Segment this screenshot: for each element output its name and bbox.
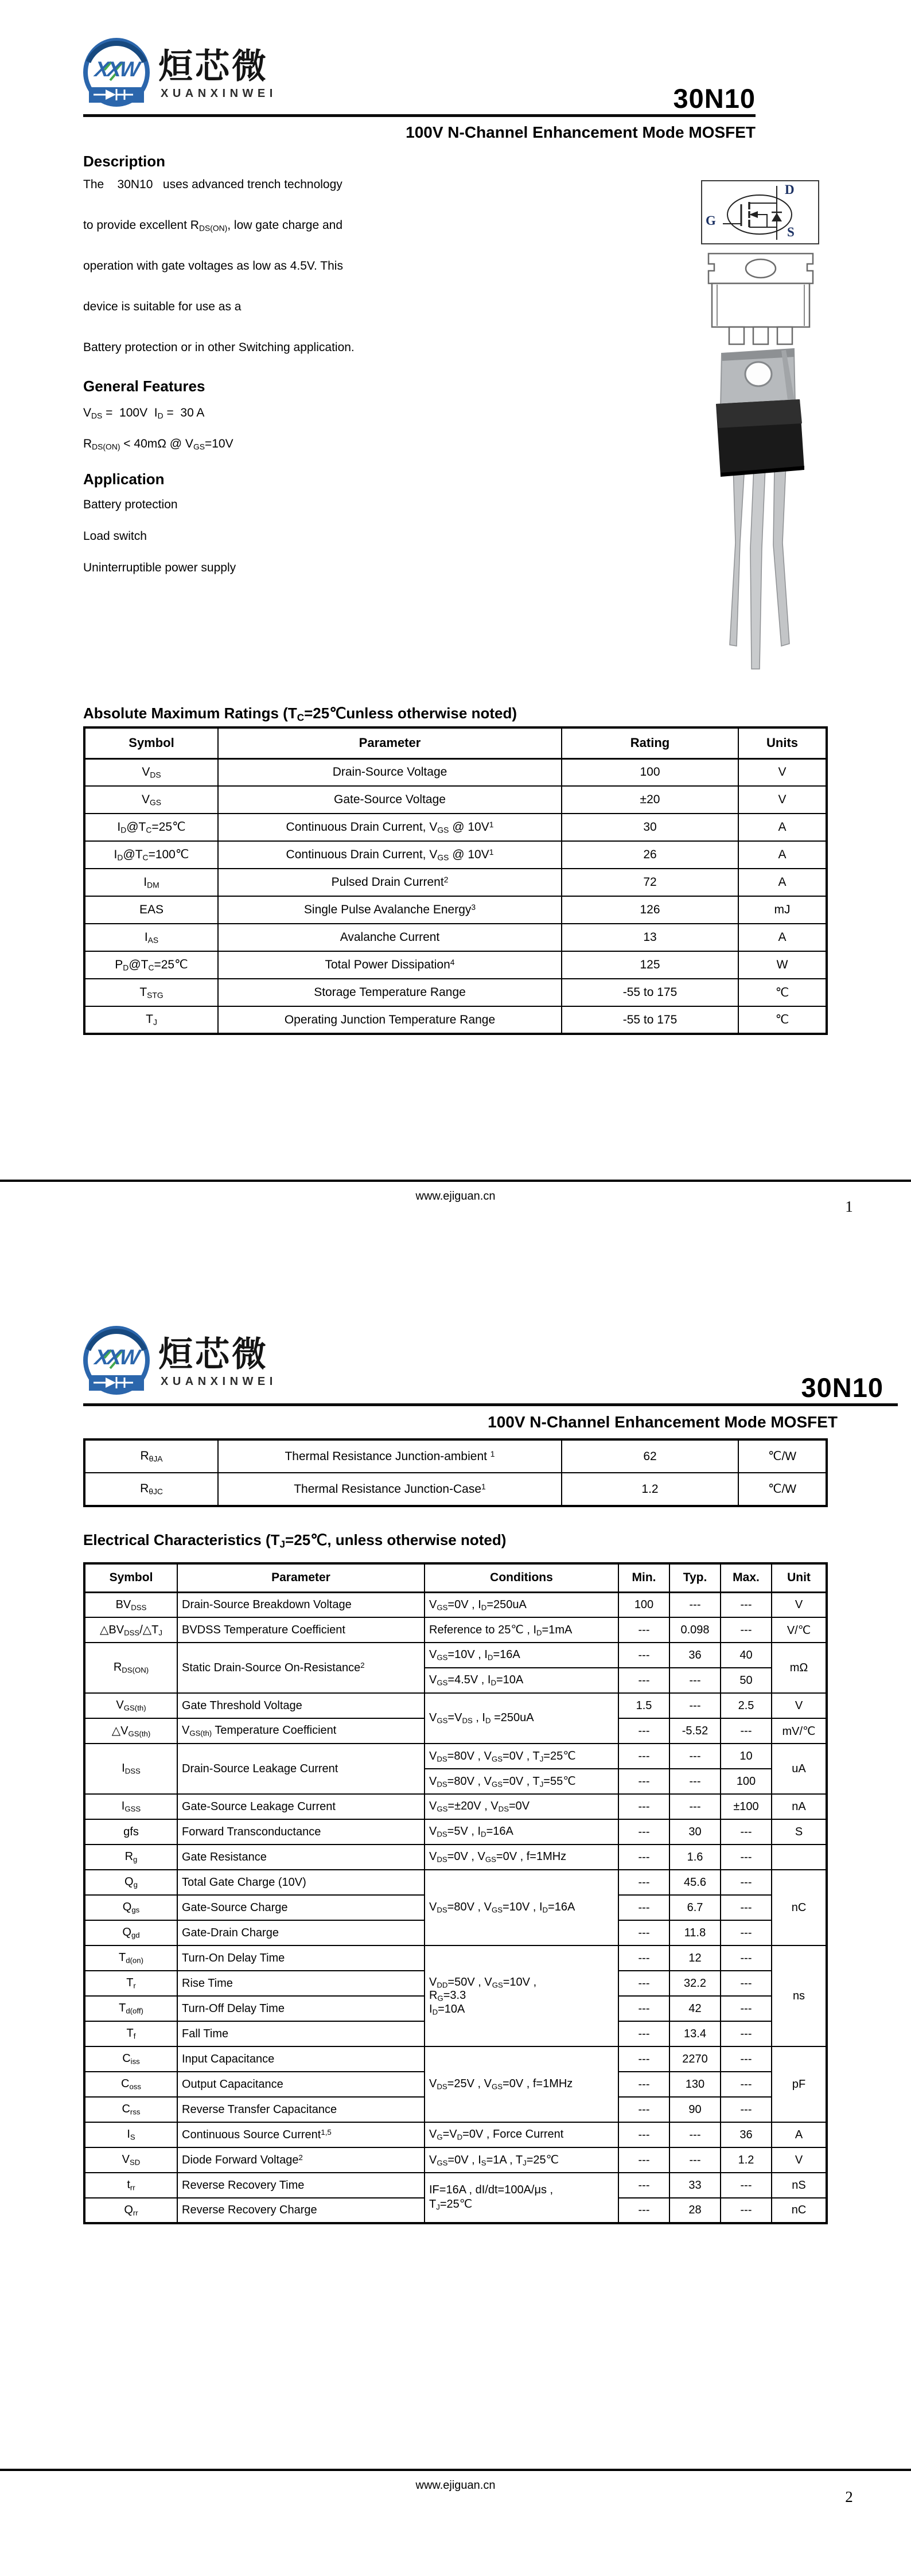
- table-cell: 125: [562, 951, 738, 979]
- table-cell: 1.2: [562, 1473, 738, 1506]
- table-cell: ---: [669, 2147, 721, 2173]
- table-cell: Thermal Resistance Junction-Case$^1$: [218, 1473, 562, 1506]
- table-cell: Thermal Resistance Junction-ambient $^1$: [218, 1439, 562, 1473]
- electrical-characteristics-table: [83, 1562, 828, 2224]
- table-cell: ℃: [738, 1006, 827, 1034]
- brand-monogram: XXW: [94, 57, 139, 81]
- table-cell: Total Gate Charge (10V): [177, 1870, 425, 1895]
- table-cell: $C_{rss}$: [84, 2097, 177, 2122]
- table-cell: 2270: [669, 2046, 721, 2072]
- table-cell: mΩ: [772, 1643, 827, 1693]
- table-row: [84, 1006, 827, 1034]
- table-cell: $I_S$: [84, 2122, 177, 2147]
- package-photo-drawing: [707, 348, 810, 685]
- table-cell: 90: [669, 2097, 721, 2122]
- table-cell: [772, 1845, 827, 1870]
- table-cell: Gate-Source Voltage: [218, 786, 562, 814]
- table-cell: Total Power Dissipation$^4$: [218, 951, 562, 979]
- table-cell: ℃/W: [738, 1439, 827, 1473]
- header-rule: [83, 1403, 898, 1406]
- table-cell: 2.5: [721, 1693, 772, 1718]
- section-heading-application: Application: [83, 470, 165, 488]
- table-row: [84, 1473, 827, 1506]
- document-subtitle: 100V N-Channel Enhancement Mode MOSFET: [406, 123, 756, 141]
- column-header: Symbol: [84, 727, 218, 758]
- table-row: [84, 2046, 827, 2072]
- table-cell: W: [738, 951, 827, 979]
- footer-url: www.ejiguan.cn: [415, 2479, 496, 2492]
- table-cell: $V_{DS}$: [84, 758, 218, 786]
- table-row: [84, 1945, 827, 1971]
- thermal-resistance-table: [83, 1438, 828, 1507]
- page-number: 2: [845, 2488, 853, 2505]
- table-cell: 30: [562, 814, 738, 841]
- table-cell: IF=16A , dI/dt=100A/μs , $T_J=25℃$: [425, 2173, 618, 2223]
- table-cell: EAS: [84, 896, 218, 924]
- table-cell: $R_{\theta JA}$: [84, 1439, 218, 1473]
- package-outline-figure: [704, 251, 817, 348]
- table-cell: $T_{d(off)}$: [84, 1996, 177, 2021]
- table-cell: 62: [562, 1439, 738, 1473]
- table-cell: gfs: [84, 1819, 177, 1845]
- part-number: 30N10: [673, 83, 756, 114]
- table-row: [84, 1439, 827, 1473]
- table-cell: ---: [721, 1845, 772, 1870]
- table-cell: ---: [721, 1819, 772, 1845]
- absolute-maximum-ratings-table: [83, 726, 828, 1035]
- table-cell: ---: [618, 1668, 669, 1693]
- table-cell: $V_{GS}=\pm 20V$ , $V_{DS}=0V$: [425, 1794, 618, 1819]
- table-cell: Turn-Off Delay Time: [177, 1996, 425, 2021]
- table-cell: $V_G=V_D=0V$ , Force Current: [425, 2122, 618, 2147]
- table-cell: Gate Resistance: [177, 1845, 425, 1870]
- table-cell: V: [772, 2147, 827, 2173]
- table-row: [84, 1643, 827, 1668]
- table-cell: Forward Transconductance: [177, 1819, 425, 1845]
- table-cell: V: [738, 758, 827, 786]
- table-cell: V: [772, 1592, 827, 1617]
- table-cell: 100: [562, 758, 738, 786]
- table-cell: ---: [618, 2072, 669, 2097]
- table-cell: $V_{DS}=0V$ , $V_{GS}=0V$ , f=1MHz: [425, 1845, 618, 1870]
- table-cell: Turn-On Delay Time: [177, 1945, 425, 1971]
- text-line: Load switch: [83, 530, 147, 543]
- table-row: [84, 841, 827, 869]
- table-cell: ---: [669, 1769, 721, 1794]
- table-cell: $C_{oss}$: [84, 2072, 177, 2097]
- table-cell: ---: [618, 1945, 669, 1971]
- table-cell: Reverse Transfer Capacitance: [177, 2097, 425, 2122]
- table-row: [84, 2147, 827, 2173]
- table-cell: 1.6: [669, 1845, 721, 1870]
- table-cell: ---: [618, 1996, 669, 2021]
- table-row: [84, 2173, 827, 2198]
- table-cell: Rise Time: [177, 1971, 425, 1996]
- gate-label: G: [706, 213, 716, 228]
- table-cell: 30: [669, 1819, 721, 1845]
- table-cell: 1.2: [721, 2147, 772, 2173]
- table-cell: 72: [562, 869, 738, 896]
- brand-name-chinese: 烜芯微: [158, 1334, 268, 1375]
- table-cell: ---: [721, 1945, 772, 1971]
- table-cell: ±20: [562, 786, 738, 814]
- brand-name-chinese: 烜芯微: [158, 46, 268, 87]
- text-line: $V_{DS} = 100V$ $I_D = 30$ A: [83, 406, 205, 421]
- table-cell: $t_{rr}$: [84, 2173, 177, 2198]
- table-cell: $Q_{rr}$: [84, 2198, 177, 2223]
- table-cell: Gate-Source Leakage Current: [177, 1794, 425, 1819]
- section-heading-general-features: General Features: [83, 378, 205, 395]
- table-row: [84, 1819, 827, 1845]
- footer-rule: [0, 1180, 911, 1182]
- footer-url: www.ejiguan.cn: [415, 1190, 496, 1203]
- table-cell: ---: [721, 1870, 772, 1895]
- table-cell: 11.8: [669, 1920, 721, 1945]
- table-cell: Reverse Recovery Time: [177, 2173, 425, 2198]
- table-header-row: [84, 727, 827, 758]
- table-cell: $T_{STG}$: [84, 979, 218, 1006]
- table-cell: ---: [721, 2173, 772, 2198]
- table-cell: 130: [669, 2072, 721, 2097]
- table-cell: ---: [721, 2072, 772, 2097]
- table-cell: $V_{DS}=5V$ , $I_D=16A$: [425, 1819, 618, 1845]
- table-row: [84, 896, 827, 924]
- table-cell: Gate-Source Charge: [177, 1895, 425, 1920]
- table-cell: 126: [562, 896, 738, 924]
- table-cell: ---: [618, 1920, 669, 1945]
- footer-rule: [0, 2469, 911, 2471]
- table-row: [84, 2122, 827, 2147]
- table-cell: $R_{\theta JC}$: [84, 1473, 218, 1506]
- table-row: [84, 1617, 827, 1643]
- table-cell: $V_{DS}=80V$ , $V_{GS}=0V$ , $T_J=25℃$: [425, 1744, 618, 1769]
- table-cell: $Q_{gd}$: [84, 1920, 177, 1945]
- table-cell: ℃: [738, 979, 827, 1006]
- table-cell: ---: [618, 1718, 669, 1744]
- brand-monogram: XXW: [94, 1345, 139, 1369]
- table-cell: BVDSS Temperature Coefficient: [177, 1617, 425, 1643]
- table-cell: A: [738, 869, 827, 896]
- table-cell: ---: [721, 1592, 772, 1617]
- document-subtitle: 100V N-Channel Enhancement Mode MOSFET: [488, 1413, 838, 1431]
- table-cell: $I_{DM}$: [84, 869, 218, 896]
- column-header: Conditions: [425, 1563, 618, 1592]
- table-cell: $T_J$: [84, 1006, 218, 1034]
- table-cell: Gate-Drain Charge: [177, 1920, 425, 1945]
- table-cell: ns: [772, 1945, 827, 2046]
- table-cell: A: [738, 841, 827, 869]
- table-cell: $R_g$: [84, 1845, 177, 1870]
- table-cell: $T_r$: [84, 1971, 177, 1996]
- table-cell: 36: [721, 2122, 772, 2147]
- text-line: The 30N10 uses advanced trench technology: [83, 178, 342, 191]
- table-row: [84, 979, 827, 1006]
- table-cell: Fall Time: [177, 2021, 425, 2046]
- table-cell: A: [738, 814, 827, 841]
- table-cell: $T_f$: [84, 2021, 177, 2046]
- table-cell: $I_{DSS}$: [84, 1744, 177, 1794]
- text-line: Battery protection: [83, 498, 178, 511]
- table-cell: Diode Forward Voltage$^2$: [177, 2147, 425, 2173]
- table-cell: ---: [618, 1895, 669, 1920]
- table-cell: ---: [721, 1971, 772, 1996]
- column-header: Parameter: [218, 727, 562, 758]
- table-cell: ---: [618, 1819, 669, 1845]
- table-cell: ---: [618, 1643, 669, 1668]
- source-label: S: [787, 225, 795, 239]
- table-cell: Drain-Source Leakage Current: [177, 1744, 425, 1794]
- table-row: [84, 1845, 827, 1870]
- table-row: [84, 1870, 827, 1895]
- table-cell: $V_{DS}=80V$ , $V_{GS}=10V$ , $I_D=16A$: [425, 1870, 618, 1945]
- column-header: Typ.: [669, 1563, 721, 1592]
- table-cell: 33: [669, 2173, 721, 2198]
- table-cell: $I_{GSS}$: [84, 1794, 177, 1819]
- table-cell: $V_{GS}$: [84, 786, 218, 814]
- table-cell: ---: [721, 2021, 772, 2046]
- table-cell: pF: [772, 2046, 827, 2122]
- table-cell: $I_D@T_C=25℃$: [84, 814, 218, 841]
- table-cell: $P_D@T_C=25℃$: [84, 951, 218, 979]
- table-cell: Static Drain-Source On-Resistance$^2$: [177, 1643, 425, 1693]
- table-cell: ---: [618, 2122, 669, 2147]
- text-line: $R_{DS(ON)} < 40m\Omega$ @ $V_{GS}=10V$: [83, 437, 233, 452]
- table-cell: Avalanche Current: [218, 924, 562, 951]
- table-cell: A: [738, 924, 827, 951]
- table-cell: nC: [772, 2198, 827, 2223]
- text-line: Uninterruptible power supply: [83, 561, 236, 574]
- column-header: Unit: [772, 1563, 827, 1592]
- table-cell: A: [772, 2122, 827, 2147]
- table-cell: $V_{GS}=0V$ , $I_D=250uA$: [425, 1592, 618, 1617]
- table-cell: ---: [721, 2198, 772, 2223]
- table-cell: $V_{GS(th)}$ Temperature Coefficient: [177, 1718, 425, 1744]
- table-cell: ---: [618, 2046, 669, 2072]
- table-cell: Drain-Source Breakdown Voltage: [177, 1592, 425, 1617]
- table-cell: $\triangle BV_{DSS}/\triangle T_J$: [84, 1617, 177, 1643]
- package-photo: [707, 348, 810, 688]
- table-cell: S: [772, 1819, 827, 1845]
- table-cell: ---: [669, 1693, 721, 1718]
- table-cell: $V_{DS}=25V$ , $V_{GS}=0V$ , f=1MHz: [425, 2046, 618, 2122]
- table-cell: ---: [669, 1668, 721, 1693]
- table-cell: uA: [772, 1744, 827, 1794]
- text-line: device is suitable for use as a: [83, 300, 242, 314]
- table-cell: -55 to 175: [562, 979, 738, 1006]
- column-header: Rating: [562, 727, 738, 758]
- table-cell: 10: [721, 1744, 772, 1769]
- table-cell: ---: [721, 1617, 772, 1643]
- table-row: [84, 814, 827, 841]
- table-cell: ---: [618, 2021, 669, 2046]
- table-cell: ---: [618, 1870, 669, 1895]
- table-cell: $I_D@T_C=100℃$: [84, 841, 218, 869]
- column-header: Symbol: [84, 1563, 177, 1592]
- column-header: Units: [738, 727, 827, 758]
- table-cell: 50: [721, 1668, 772, 1693]
- table-cell: V: [738, 786, 827, 814]
- table-cell: 6.7: [669, 1895, 721, 1920]
- table-cell: ---: [618, 1794, 669, 1819]
- table-cell: 40: [721, 1643, 772, 1668]
- section-heading-electrical-characteristics: Electrical Characteristics ($T_J=25℃$, unless otherwise noted): [83, 1531, 507, 1550]
- table-row: [84, 1693, 827, 1718]
- table-cell: ---: [721, 1996, 772, 2021]
- table-cell: $V_{DS}=80V$ , $V_{GS}=0V$ , $T_J=55℃$: [425, 1769, 618, 1794]
- table-cell: $R_{DS(ON)}$: [84, 1643, 177, 1693]
- table-row: [84, 1744, 827, 1769]
- table-cell: ---: [618, 2198, 669, 2223]
- mosfet-symbol-drawing: [702, 181, 818, 243]
- table-cell: ---: [669, 2122, 721, 2147]
- table-cell: V/℃: [772, 1617, 827, 1643]
- column-header: Parameter: [177, 1563, 425, 1592]
- table-cell: 13: [562, 924, 738, 951]
- table-cell: $V_{GS}=V_{DS}$ , $I_D =250uA$: [425, 1693, 618, 1744]
- table-cell: 0.098: [669, 1617, 721, 1643]
- table-cell: 36: [669, 1643, 721, 1668]
- table-cell: ---: [618, 2097, 669, 2122]
- table-cell: 28: [669, 2198, 721, 2223]
- table-row: [84, 924, 827, 951]
- table-cell: -55 to 175: [562, 1006, 738, 1034]
- mosfet-symbol-figure: [701, 180, 819, 244]
- table-cell: ---: [618, 1769, 669, 1794]
- text-line: Battery protection or in other Switching application.: [83, 341, 355, 355]
- page-number: 1: [845, 1198, 853, 1215]
- table-cell: ---: [618, 1971, 669, 1996]
- table-row: [84, 786, 827, 814]
- general-features-text: [83, 406, 479, 469]
- table-cell: $I_{AS}$: [84, 924, 218, 951]
- table-cell: Drain-Source Voltage: [218, 758, 562, 786]
- table-cell: ---: [721, 1920, 772, 1945]
- table-cell: 32.2: [669, 1971, 721, 1996]
- package-outline-drawing: [704, 251, 817, 345]
- table-cell: 26: [562, 841, 738, 869]
- application-text: [83, 498, 479, 593]
- header-rule: [83, 114, 756, 117]
- table-cell: mJ: [738, 896, 827, 924]
- table-cell: Continuous Source Current$^{1,5}$: [177, 2122, 425, 2147]
- brand-name-english: XUANXINWEI: [161, 1375, 277, 1388]
- table-row: [84, 1592, 827, 1617]
- text-line: to provide excellent $R_{DS(ON)}$, low gate charge and: [83, 219, 343, 233]
- table-cell: ---: [618, 1845, 669, 1870]
- table-cell: 42: [669, 1996, 721, 2021]
- brand-name-english: XUANXINWEI: [161, 87, 277, 100]
- table-cell: $\triangle V_{GS(th)}$: [84, 1718, 177, 1744]
- table-row: [84, 951, 827, 979]
- table-cell: Reference to 25℃ , $I_D=1mA$: [425, 1617, 618, 1643]
- table-row: [84, 1794, 827, 1819]
- table-cell: Single Pulse Avalanche Energy$^3$: [218, 896, 562, 924]
- table-cell: Continuous Drain Current, $V_{GS}$ @ $10V^1$: [218, 814, 562, 841]
- page-2: [0, 1288, 911, 2576]
- table-cell: $BV_{DSS}$: [84, 1592, 177, 1617]
- table-cell: 100: [618, 1592, 669, 1617]
- table-cell: ---: [721, 1895, 772, 1920]
- table-cell: -5.52: [669, 1718, 721, 1744]
- brand-logo: [80, 1324, 277, 1402]
- table-cell: ---: [669, 1592, 721, 1617]
- table-cell: ---: [721, 2046, 772, 2072]
- table-cell: Reverse Recovery Charge: [177, 2198, 425, 2223]
- table-cell: ℃/W: [738, 1473, 827, 1506]
- table-cell: Continuous Drain Current, $V_{GS}$ @ $10V^1$: [218, 841, 562, 869]
- part-number: 30N10: [801, 1372, 883, 1403]
- table-cell: Storage Temperature Range: [218, 979, 562, 1006]
- table-cell: mV/℃: [772, 1718, 827, 1744]
- table-row: [84, 758, 827, 786]
- table-cell: $V_{GS}=4.5V$ , $I_D=10A$: [425, 1668, 618, 1693]
- table-row: [84, 869, 827, 896]
- table-cell: nC: [772, 1870, 827, 1945]
- table-cell: ---: [618, 2173, 669, 2198]
- table-cell: ---: [669, 1794, 721, 1819]
- table-cell: ---: [669, 1744, 721, 1769]
- table-cell: $Q_{gs}$: [84, 1895, 177, 1920]
- table-cell: ---: [721, 1718, 772, 1744]
- table-cell: $Q_g$: [84, 1870, 177, 1895]
- column-header: Min.: [618, 1563, 669, 1592]
- table-cell: $V_{GS(th)}$: [84, 1693, 177, 1718]
- table-cell: nS: [772, 2173, 827, 2198]
- table-cell: ---: [618, 2147, 669, 2173]
- table-cell: $V_{SD}$: [84, 2147, 177, 2173]
- table-cell: $V_{DD}=50V$ , $V_{GS}=10V$ , $R_G=3.3$ $I_D=10A$: [425, 1945, 618, 2046]
- table-cell: $V_{GS}=0V$ , $I_S=1A$ , $T_J=25℃$: [425, 2147, 618, 2173]
- section-heading-description: Description: [83, 153, 166, 170]
- brand-logo: [80, 36, 277, 114]
- text-line: operation with gate voltages as low as 4.5V. This: [83, 259, 343, 273]
- table-header-row: [84, 1563, 827, 1592]
- drain-label: D: [785, 182, 795, 197]
- table-cell: $V_{GS}=10V$ , $I_D=16A$: [425, 1643, 618, 1668]
- table-cell: Pulsed Drain Current$^2$: [218, 869, 562, 896]
- table-cell: Operating Junction Temperature Range: [218, 1006, 562, 1034]
- table-cell: 100: [721, 1769, 772, 1794]
- table-cell: Gate Threshold Voltage: [177, 1693, 425, 1718]
- section-heading-absolute-maximum-ratings: Absolute Maximum Ratings ($T_C=25℃unless$ otherwise noted): [83, 705, 517, 723]
- table-cell: ---: [618, 1744, 669, 1769]
- table-cell: 1.5: [618, 1693, 669, 1718]
- table-cell: ---: [618, 1617, 669, 1643]
- table-cell: nA: [772, 1794, 827, 1819]
- table-cell: ---: [721, 2097, 772, 2122]
- table-cell: 13.4: [669, 2021, 721, 2046]
- table-cell: V: [772, 1693, 827, 1718]
- table-cell: ±100: [721, 1794, 772, 1819]
- table-cell: Output Capacitance: [177, 2072, 425, 2097]
- table-cell: $C_{iss}$: [84, 2046, 177, 2072]
- table-cell: $T_{d(on)}$: [84, 1945, 177, 1971]
- table-cell: 12: [669, 1945, 721, 1971]
- table-cell: 45.6: [669, 1870, 721, 1895]
- table-cell: Input Capacitance: [177, 2046, 425, 2072]
- description-text: [83, 178, 479, 382]
- column-header: Max.: [721, 1563, 772, 1592]
